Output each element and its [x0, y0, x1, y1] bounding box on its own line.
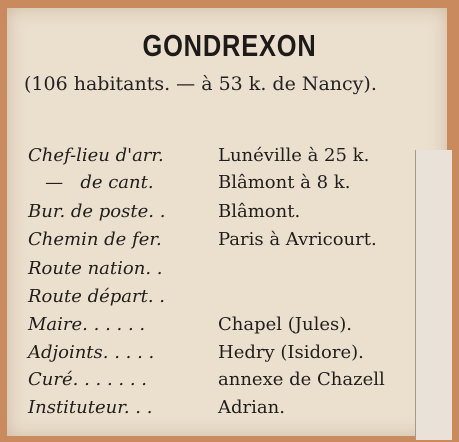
row-value: Adrian. — [218, 397, 285, 418]
info-row — [28, 172, 448, 200]
info-row — [28, 314, 448, 342]
row-value: Blâmont. — [218, 201, 301, 222]
row-value: Lunéville à 25 k. — [218, 145, 370, 166]
row-label: Maire. . . . . . — [28, 314, 146, 335]
row-label: — de cant. — [28, 172, 154, 193]
info-row — [28, 286, 448, 314]
row-label: Chemin de fer. — [28, 229, 162, 250]
row-value: Hedry (Isidore). — [218, 342, 364, 363]
info-row — [28, 342, 448, 370]
info-row — [28, 397, 448, 425]
row-value: annexe de Chazell — [218, 369, 385, 390]
row-value: Paris à Avricourt. — [218, 229, 377, 250]
info-row — [28, 201, 448, 229]
info-row — [28, 145, 448, 173]
row-label: Instituteur. . . — [28, 397, 153, 418]
page-title: GONDREXON — [142, 28, 317, 63]
subtitle: (106 habitants. — à 53 k. de Nancy). — [24, 73, 377, 95]
row-label: Chef-lieu d'arr. — [28, 145, 164, 166]
row-value: Chapel (Jules). — [218, 314, 352, 335]
row-label: Bur. de poste. . — [28, 201, 166, 222]
info-row — [28, 369, 448, 397]
info-row — [28, 229, 448, 257]
row-value: Blâmont à 8 k. — [218, 172, 351, 193]
row-label: Route nation. . — [28, 258, 163, 279]
row-label: Route départ. . — [28, 286, 166, 307]
row-label: Adjoints. . . . . — [28, 342, 155, 363]
row-label: Curé. . . . . . . — [28, 369, 148, 390]
info-row — [28, 258, 448, 286]
